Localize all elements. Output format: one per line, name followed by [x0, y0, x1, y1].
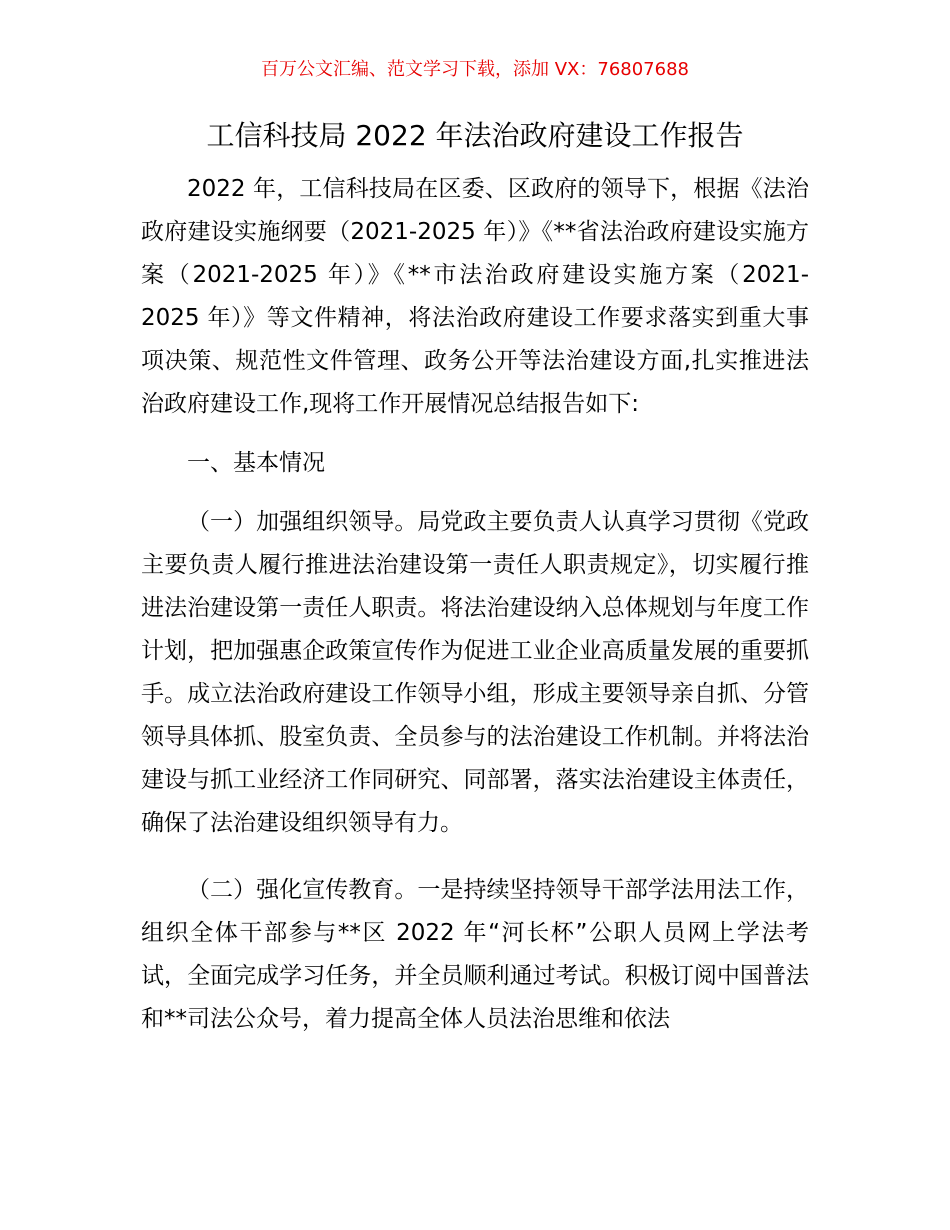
header-banner: 百万公文汇编、范文学习下载，添加 VX：76807688 — [261, 59, 689, 80]
intro-paragraph: 2022 年，工信科技局在区委、区政府的领导下，根据《法治政府建设实施纲要（2021-2025 年）》《**省法治政府建设实施方案（2021-2025 年）》《**市法治政府建设实施方案（2021-2025 年）》等文件精神，将法治政府建设工作要求落实到重大事项决策、规范性文件管理、政务公开等法治建设方面,扎实推进法治政府建设工作,现将工作开展情况总结报告如下: — [141, 176, 809, 417]
paragraph-organization-leadership: （一）加强组织领导。局党政主要负责人认真学习贯彻《党政主要负责人履行推进法治建设第一责任人职责规定》，切实履行推进法治建设第一责任人职责。将法治建设纳入总体规划与年度工作计划，把加强惠企政策宣传作为促进工业企业高质量发展的重要抓手。成立法治政府建设工作领导小组，形成主要领导亲自抓、分管领导具体抓、股室负责、全员参与的法治建设工作机制。并将法治建设与抓工业经济工作同研究、同部署，落实法治建设主体责任，确保了法治建设组织领导有力。 — [141, 509, 809, 836]
paragraph-publicity-education: （二）强化宣传教育。一是持续坚持领导干部学法用法工作，组织全体干部参与**区 2022 年“河长杯”公职人员网上学法考试，全面完成学习任务，并全员顺利通过考试。积极订阅中国普法和**司法公众号，着力提高全体人员法治思维和依法 — [141, 877, 809, 1032]
section-heading: 一、基本情况 — [187, 450, 325, 476]
document-body — [141, 168, 809, 1065]
document-title: 工信科技局 2022 年法治政府建设工作报告 — [206, 119, 744, 152]
